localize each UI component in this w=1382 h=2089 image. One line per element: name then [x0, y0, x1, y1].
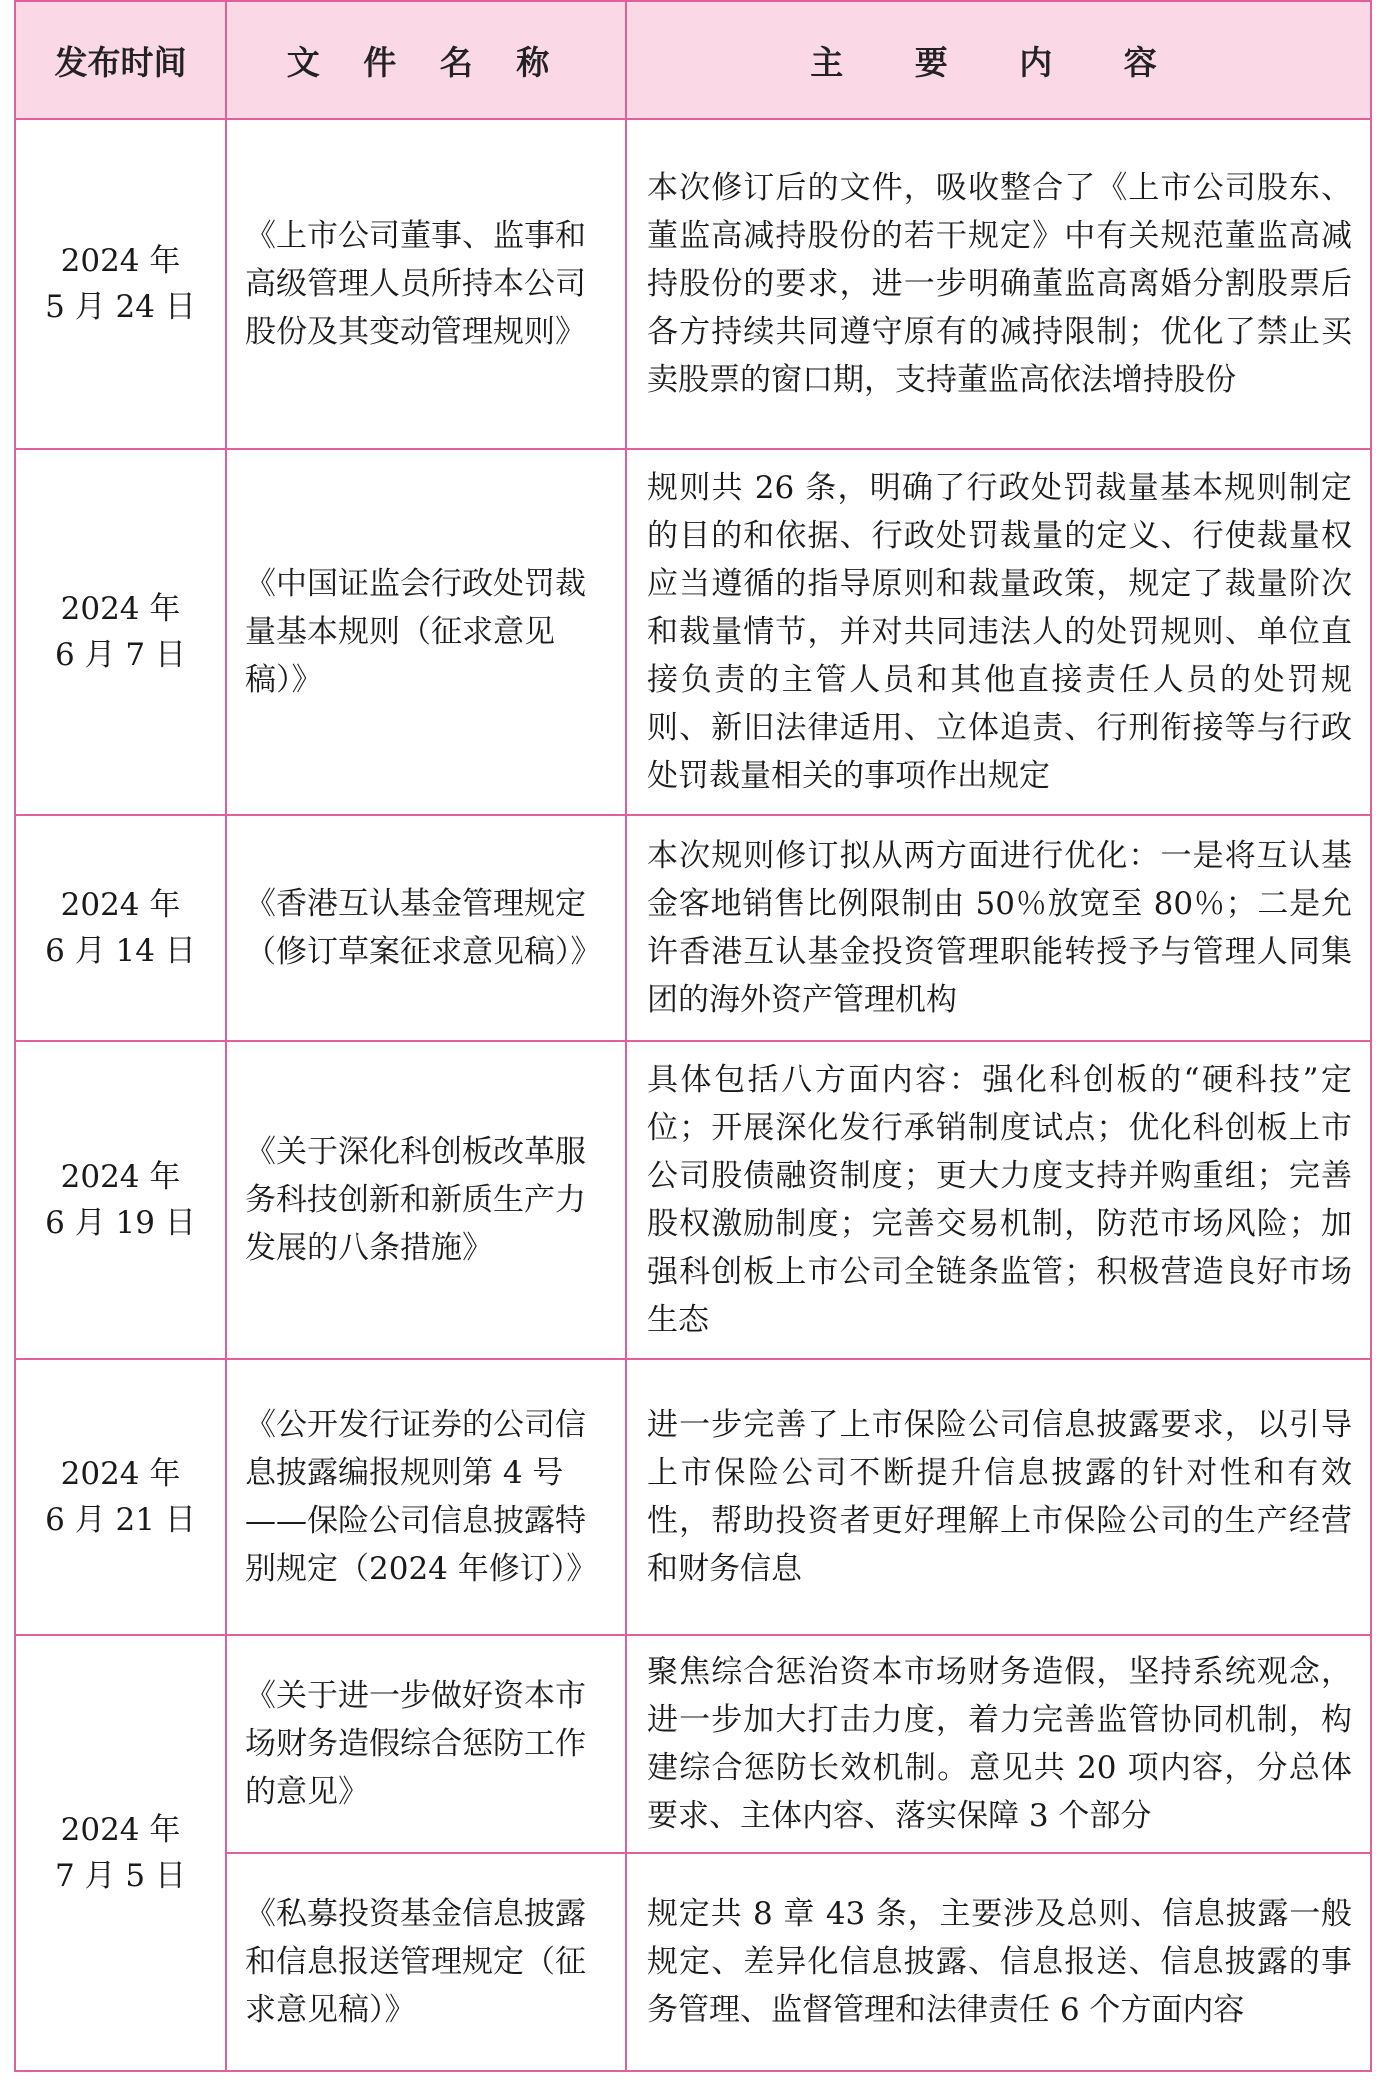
- date-cell: 2024 年 6 月 19 日: [15, 1041, 226, 1359]
- table-body: [15, 119, 1371, 2071]
- content-cell: 规则共 26 条，明确了行政处罚裁量基本规则制定的目的和依据、行政处罚裁量的定义、行使裁量权应当遵循的指导原则和裁量政策，规定了裁量阶次和裁量情节，并对共同违法人的处罚规则、单位直接负责的主管人员和其他直接责任人员的处罚规则、新旧法律适用、立体追责、行刑衔接等与行政处罚裁量相关的事项作出规定: [626, 449, 1371, 815]
- date-cell: 2024 年 6 月 14 日: [15, 815, 226, 1041]
- header-name: 文 件 名 称: [226, 1, 626, 119]
- document-name-cell: 《关于进一步做好资本市场财务造假综合惩防工作的意见》: [226, 1635, 626, 1853]
- table-row: [15, 449, 1371, 815]
- date-cell: 2024 年 5 月 24 日: [15, 119, 226, 449]
- table-row: [15, 1359, 1371, 1635]
- content-cell: 规定共 8 章 43 条，主要涉及总则、信息披露一般规定、差异化信息披露、信息报送、信息披露的事务管理、监督管理和法律责任 6 个方面内容: [626, 1853, 1371, 2071]
- document-name-cell: 《上市公司董事、监事和高级管理人员所持本公司股份及其变动管理规则》: [226, 119, 626, 449]
- header-date: 发布时间: [15, 1, 226, 119]
- table-header: [15, 1, 1371, 119]
- document-name-cell: 《中国证监会行政处罚裁量基本规则（征求意见稿）》: [226, 449, 626, 815]
- content-cell: 本次修订后的文件，吸收整合了《上市公司股东、董监高减持股份的若干规定》中有关规范董监高减持股份的要求，进一步明确董监高离婚分割股票后各方持续共同遵守原有的减持限制；优化了禁止买卖股票的窗口期，支持董监高依法增持股份: [626, 119, 1371, 449]
- table-row: [15, 119, 1371, 449]
- header-content: 主 要 内 容: [626, 1, 1371, 119]
- content-cell: 聚焦综合惩治资本市场财务造假，坚持系统观念，进一步加大打击力度，着力完善监管协同机制，构建综合惩防长效机制。意见共 20 项内容，分总体要求、主体内容、落实保障 3 个部分: [626, 1635, 1371, 1853]
- content-cell: 具体包括八方面内容：强化科创板的“硬科技”定位；开展深化发行承销制度试点；优化科创板上市公司股债融资制度；更大力度支持并购重组；完善股权激励制度；完善交易机制，防范市场风险；加强科创板上市公司全链条监管；积极营造良好市场生态: [626, 1041, 1371, 1359]
- content-cell: 本次规则修订拟从两方面进行优化：一是将互认基金客地销售比例限制由 50％放宽至 80％；二是允许香港互认基金投资管理职能转授予与管理人同集团的海外资产管理机构: [626, 815, 1371, 1041]
- regulation-table-container: [14, 0, 1370, 2072]
- date-cell: 2024 年 7 月 5 日: [15, 1635, 226, 2071]
- content-cell: 进一步完善了上市保险公司信息披露要求，以引导上市保险公司不断提升信息披露的针对性和有效性，帮助投资者更好理解上市保险公司的生产经营和财务信息: [626, 1359, 1371, 1635]
- document-name-cell: 《公开发行证券的公司信息披露编报规则第 4 号——保险公司信息披露特别规定（2024 年修订）》: [226, 1359, 626, 1635]
- regulation-table: [14, 0, 1372, 2072]
- table-row: [15, 815, 1371, 1041]
- date-cell: 2024 年 6 月 7 日: [15, 449, 226, 815]
- table-row: [15, 1635, 1371, 1853]
- document-name-cell: 《私募投资基金信息披露和信息报送管理规定（征求意见稿）》: [226, 1853, 626, 2071]
- document-name-cell: 《关于深化科创板改革服务科技创新和新质生产力发展的八条措施》: [226, 1041, 626, 1359]
- table-row: [15, 1041, 1371, 1359]
- header-row: [15, 1, 1371, 119]
- document-name-cell: 《香港互认基金管理规定（修订草案征求意见稿）》: [226, 815, 626, 1041]
- date-cell: 2024 年 6 月 21 日: [15, 1359, 226, 1635]
